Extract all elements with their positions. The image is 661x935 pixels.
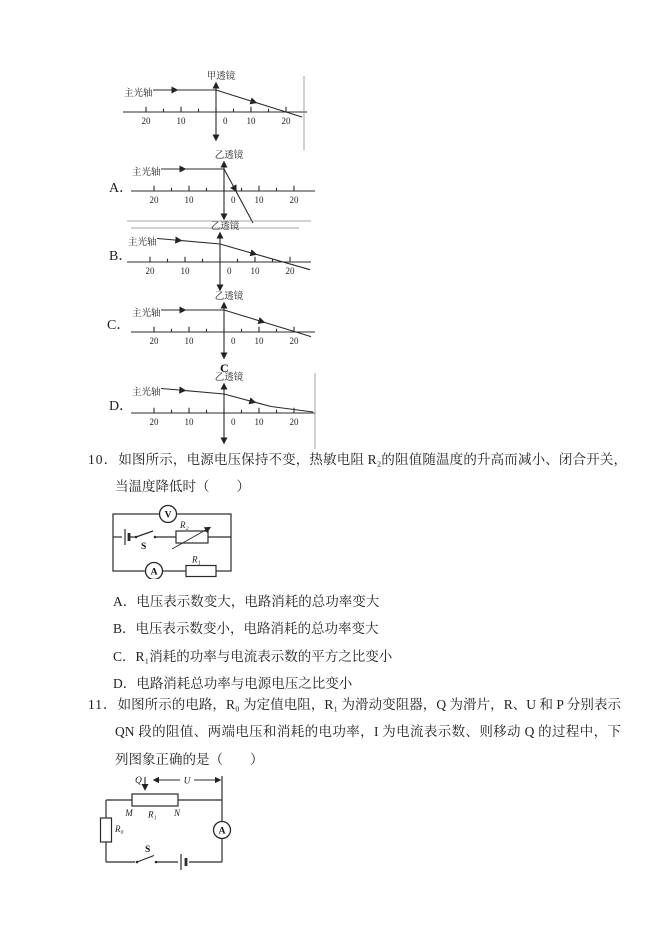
tick-label: 20 [281, 116, 291, 126]
lens-diagram-option-c [129, 290, 319, 379]
lens-option-letter-c: C． [107, 318, 131, 333]
question-11 [88, 691, 621, 773]
switch-contact [154, 536, 157, 539]
thermistor-icon [176, 531, 208, 543]
ammeter-label: A [218, 826, 226, 837]
tick-label: 10 [184, 336, 194, 346]
q10-option-c [113, 643, 392, 670]
lens-option-letter-a: A． [109, 181, 134, 196]
tick-label: 20 [149, 336, 159, 346]
tick-label: 0 [231, 417, 236, 427]
lens-label: 甲透镜 [206, 72, 236, 82]
principal-axis-label: 主光轴 [132, 168, 161, 178]
tick-label: 0 [227, 266, 232, 276]
lens-diagram-given-svg [121, 70, 311, 152]
lens-diagram-a-svg [129, 149, 319, 231]
circuit-wires [106, 776, 222, 862]
tick-label: 10 [180, 266, 190, 276]
principal-axis-label: 主光轴 [124, 89, 153, 99]
rheostat-label: R₁ [148, 809, 157, 820]
q10-circuit-svg [110, 503, 234, 579]
tick-label: 10 [246, 116, 256, 126]
voltmeter-label: V [164, 510, 172, 521]
tick-label: 10 [254, 195, 264, 205]
option-text: R₁消耗的功率与电流表示数的平方之比变小 [135, 648, 393, 664]
refracted-ray [271, 407, 313, 413]
thermistor-label: R₂ [180, 520, 189, 530]
switch-pivot [135, 536, 138, 539]
switch-pivot [136, 861, 139, 864]
tick-label: 0 [231, 336, 236, 346]
lens-label: 乙透镜 [214, 373, 244, 383]
option-letter: D． [113, 676, 137, 692]
question-10-number: 10． [88, 452, 119, 467]
lens-label: 乙透镜 [214, 292, 244, 302]
q10-options [113, 588, 392, 698]
refracted-ray [224, 310, 264, 322]
q11-circuit-svg [96, 768, 234, 872]
tick-label: 20 [141, 116, 151, 126]
slider-label: Q [135, 776, 142, 786]
switch-label: S [141, 542, 147, 552]
fixed-resistor-label: R₀ [115, 824, 124, 834]
question-11-number: 11． [88, 697, 118, 712]
tick-label: 10 [184, 417, 194, 427]
lens-sub-label: C [220, 361, 229, 374]
incident-ray [177, 240, 220, 244]
principal-axis-label: 主光轴 [128, 238, 157, 248]
principal-axis-label: 主光轴 [132, 309, 161, 319]
question-10 [88, 446, 627, 501]
refracted-ray [252, 101, 302, 117]
option-text: 电压表示数变大，电路消耗的总功率变大 [136, 594, 380, 609]
tick-label: 20 [285, 266, 295, 276]
lens-option-letter-b: B． [109, 249, 133, 264]
lens-label: 乙透镜 [210, 222, 240, 232]
incident-ray [181, 390, 224, 394]
principal-axis-label: 主光轴 [132, 388, 161, 398]
tick-label: 10 [254, 336, 264, 346]
q10-option-a [113, 588, 392, 615]
lens-diagram-c-svg [129, 290, 319, 374]
option-letter: B． [113, 621, 136, 637]
refracted-ray [251, 401, 271, 406]
q10-option-b [113, 615, 392, 642]
tick-label: 20 [289, 195, 299, 205]
tick-label: 10 [250, 266, 260, 276]
circuit-frame [113, 514, 231, 571]
switch-label: S [145, 845, 151, 855]
switch-icon [136, 531, 153, 537]
lens-diagram-d-svg [129, 371, 319, 453]
rheostat-icon [132, 794, 178, 806]
switch-contact [155, 861, 158, 864]
lens-diagram-option-d [129, 371, 319, 458]
question-11-text: 如图所示的电路，R₀ 为定值电阻，R₁ 为滑动变阻器，Q 为滑片，R、U 和 P 分别表示 QN 段的阻值、两端电压和消耗的电功率，I 为电流表示数、则移动 Q 的过程中，下列图象正确的是（ ） [115, 697, 621, 767]
lens-diagram-given [121, 70, 311, 157]
lens-option-letter-d: D． [109, 399, 134, 414]
option-letter: C． [113, 648, 136, 664]
option-letter: A． [113, 594, 137, 609]
optics-geometry [131, 373, 315, 449]
tick-label: 0 [223, 116, 228, 126]
tick-label: 20 [289, 336, 299, 346]
question-10-text: 如图所示，电源电压保持不变，热敏电阻 R₂的阻值随温度的升高而减小、闭合开关，当温度降低时（ ） [115, 452, 628, 495]
option-text: 电路消耗总功率与电源电压之比变小 [136, 676, 353, 692]
lens-label: 乙透镜 [214, 151, 244, 161]
tick-label: 10 [184, 195, 194, 205]
refracted-ray [220, 244, 256, 254]
tick-label: 10 [254, 417, 264, 427]
q10-circuit-diagram [110, 503, 234, 584]
resistor-icon [186, 566, 216, 577]
fixed-resistor-icon [101, 818, 112, 842]
refracted-ray [252, 253, 310, 270]
q11-circuit-diagram [96, 768, 234, 877]
circuit-wires [113, 514, 231, 571]
resistor-label: R₁ [192, 554, 201, 565]
refracted-ray [234, 188, 253, 224]
ammeter-label: A [150, 567, 158, 578]
optics-geometry [123, 76, 307, 150]
terminal-n-label: N [173, 808, 181, 818]
refracted-ray [216, 90, 256, 103]
refracted-ray [224, 394, 255, 402]
u-label: U [183, 776, 191, 787]
tick-label: 20 [149, 195, 159, 205]
refracted-ray [260, 321, 311, 337]
tick-label: 20 [145, 266, 155, 276]
tick-label: 10 [176, 116, 186, 126]
tick-label: 20 [149, 417, 159, 427]
tick-label: 20 [289, 417, 299, 427]
tick-label: 0 [231, 195, 236, 205]
option-text: 电压表示数变小，电路消耗的总功率变大 [135, 621, 379, 637]
terminal-m-label: M [125, 808, 133, 818]
